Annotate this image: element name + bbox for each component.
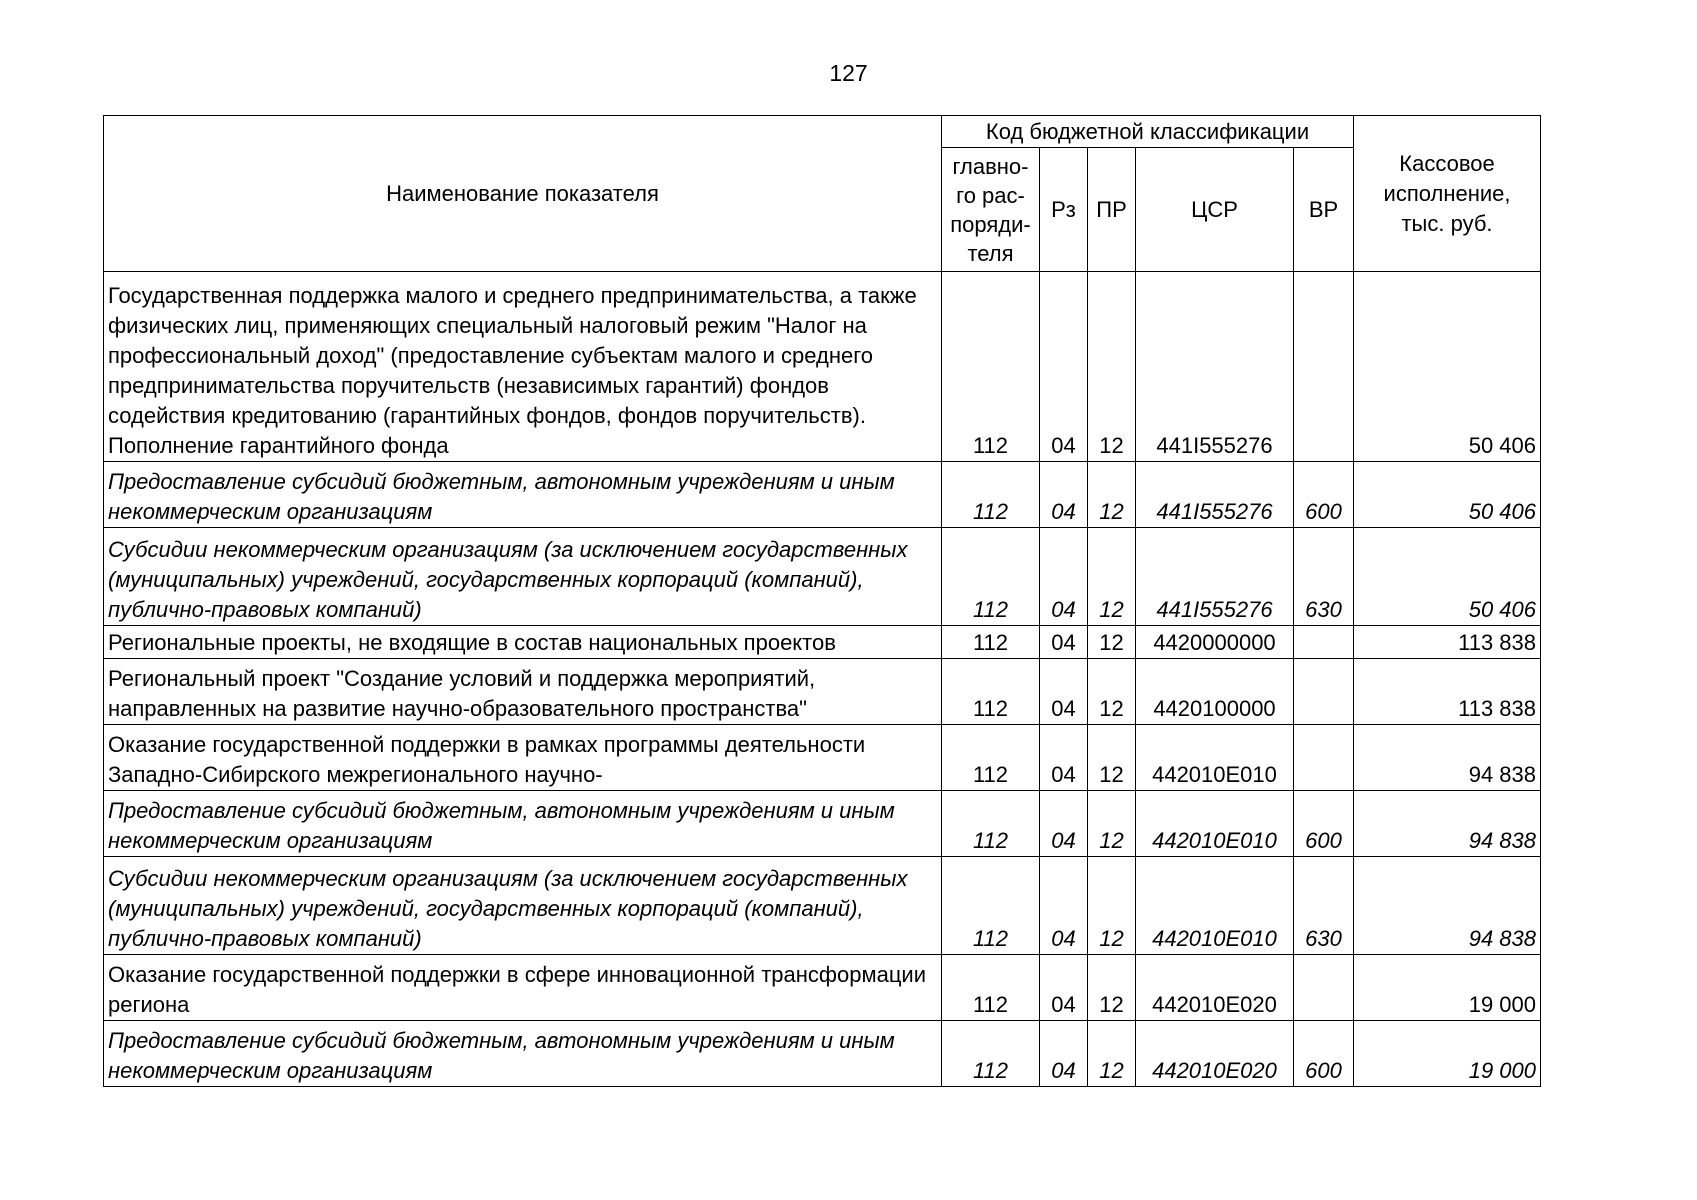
header-classification-group: Код бюджетной классификации [942, 116, 1354, 148]
row-name: Оказание государственной поддержки в рамках программы деятельности Западно-Сибирского межрегионального научно- [104, 725, 942, 791]
row-amount: 50 406 [1354, 462, 1541, 528]
table-row [104, 528, 1541, 626]
table-row [104, 462, 1541, 528]
row-rz: 04 [1040, 725, 1088, 791]
row-csr: 442010E020 [1136, 955, 1294, 1021]
row-rz: 04 [1040, 1021, 1088, 1087]
row-pr: 12 [1088, 791, 1136, 857]
row-rz: 04 [1040, 857, 1088, 955]
row-csr: 442010E010 [1136, 725, 1294, 791]
header-name: Наименование показателя [104, 116, 942, 272]
row-pr: 12 [1088, 626, 1136, 659]
table-row [104, 659, 1541, 725]
table-row [104, 272, 1541, 462]
row-csr: 442010E010 [1136, 791, 1294, 857]
row-grbs: 112 [942, 272, 1040, 462]
page-number: 127 [829, 60, 868, 86]
row-pr: 12 [1088, 272, 1136, 462]
row-amount: 19 000 [1354, 1021, 1541, 1087]
row-grbs: 112 [942, 528, 1040, 626]
row-grbs: 112 [942, 955, 1040, 1021]
row-vr: 630 [1294, 528, 1354, 626]
table-row [104, 955, 1541, 1021]
row-vr: 630 [1294, 857, 1354, 955]
row-amount: 94 838 [1354, 725, 1541, 791]
row-csr: 441I555276 [1136, 462, 1294, 528]
row-rz: 04 [1040, 791, 1088, 857]
table-body [104, 272, 1541, 1087]
row-rz: 04 [1040, 626, 1088, 659]
row-name: Субсидии некоммерческим организациям (за исключением государственных (муниципальных) учреждений, государственных корпораций (компаний), публично-правовых компаний) [104, 857, 942, 955]
row-name: Предоставление субсидий бюджетным, автономным учреждениям и иным некоммерческим организациям [104, 462, 942, 528]
row-grbs: 112 [942, 626, 1040, 659]
row-name: Государственная поддержка малого и среднего предпринимательства, а также физических лиц, применяющих специальный налоговый режим "Налог на профессиональный доход" (предоставление субъектам малого и среднего предпринимательства поручительств (независимых гарантий) фондов содействия кредитованию (гарантийных фондов, фондов поручительств). Пополнение гарантийного фонда [104, 272, 942, 462]
row-csr: 4420000000 [1136, 626, 1294, 659]
row-csr: 442010E020 [1136, 1021, 1294, 1087]
row-pr: 12 [1088, 857, 1136, 955]
row-rz: 04 [1040, 272, 1088, 462]
table-row [104, 857, 1541, 955]
row-name: Оказание государственной поддержки в сфере инновационной трансформации региона [104, 955, 942, 1021]
row-vr [1294, 272, 1354, 462]
row-grbs: 112 [942, 462, 1040, 528]
row-vr: 600 [1294, 791, 1354, 857]
header-rz: Рз [1040, 148, 1088, 272]
row-amount: 50 406 [1354, 528, 1541, 626]
row-amount: 50 406 [1354, 272, 1541, 462]
row-csr: 4420100000 [1136, 659, 1294, 725]
row-name: Субсидии некоммерческим организациям (за исключением государственных (муниципальных) учреждений, государственных корпораций (компаний), публично-правовых компаний) [104, 528, 942, 626]
row-amount: 94 838 [1354, 857, 1541, 955]
budget-table [103, 115, 1541, 1087]
row-grbs: 112 [942, 1021, 1040, 1087]
row-grbs: 112 [942, 659, 1040, 725]
row-name: Предоставление субсидий бюджетным, автономным учреждениям и иным некоммерческим организациям [104, 1021, 942, 1087]
row-amount: 113 838 [1354, 626, 1541, 659]
header-pr: ПР [1088, 148, 1136, 272]
row-pr: 12 [1088, 955, 1136, 1021]
row-amount: 113 838 [1354, 659, 1541, 725]
row-grbs: 112 [942, 725, 1040, 791]
header-amount: Кассовое исполнение, тыс. руб. [1354, 116, 1541, 272]
row-pr: 12 [1088, 528, 1136, 626]
row-vr [1294, 626, 1354, 659]
row-vr: 600 [1294, 1021, 1354, 1087]
row-vr [1294, 725, 1354, 791]
row-vr [1294, 955, 1354, 1021]
row-csr: 442010E010 [1136, 857, 1294, 955]
row-vr [1294, 659, 1354, 725]
row-name: Предоставление субсидий бюджетным, автономным учреждениям и иным некоммерческим организациям [104, 791, 942, 857]
table-row [104, 725, 1541, 791]
row-amount: 19 000 [1354, 955, 1541, 1021]
row-pr: 12 [1088, 659, 1136, 725]
header-csr: ЦСР [1136, 148, 1294, 272]
table-row [104, 791, 1541, 857]
row-rz: 04 [1040, 528, 1088, 626]
header-vr: ВР [1294, 148, 1354, 272]
table-row [104, 1021, 1541, 1087]
row-pr: 12 [1088, 462, 1136, 528]
header-main-manager: главно-го рас-поряди-теля [942, 148, 1040, 272]
row-grbs: 112 [942, 857, 1040, 955]
table-header [104, 116, 1541, 272]
row-vr: 600 [1294, 462, 1354, 528]
table-row [104, 626, 1541, 659]
row-grbs: 112 [942, 791, 1040, 857]
row-csr: 441I555276 [1136, 272, 1294, 462]
row-rz: 04 [1040, 955, 1088, 1021]
row-rz: 04 [1040, 659, 1088, 725]
row-pr: 12 [1088, 1021, 1136, 1087]
row-name: Региональные проекты, не входящие в состав национальных проектов [104, 626, 942, 659]
row-csr: 441I555276 [1136, 528, 1294, 626]
row-rz: 04 [1040, 462, 1088, 528]
row-amount: 94 838 [1354, 791, 1541, 857]
row-pr: 12 [1088, 725, 1136, 791]
row-name: Региональный проект "Создание условий и поддержка мероприятий, направленных на развитие научно-образовательного пространства" [104, 659, 942, 725]
